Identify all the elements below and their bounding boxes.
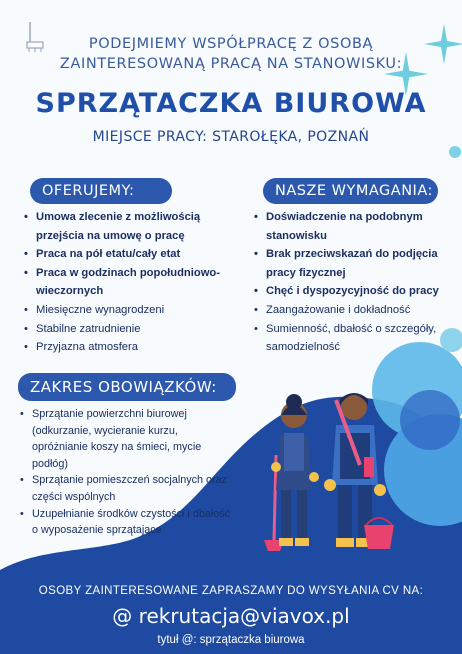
list-item: • Sumienność, dbałość o szczegóły,	[254, 320, 459, 339]
list-item: • Sprzątanie powierzchni biurowej	[20, 406, 250, 423]
list-item: wieczornych	[36, 285, 104, 298]
offer-list	[24, 208, 239, 357]
contact-email[interactable]: @ rekrutacja@viavox.pl	[112, 604, 350, 628]
list-item: • Brak przeciwskazań do podjęcia	[254, 245, 459, 264]
duties-heading: ZAKRES OBOWIĄZKÓW:	[18, 373, 236, 401]
footer-invite: OSOBY ZAINTERESOWANE ZAPRASZAMY DO WYSYŁANIA CV NA:	[38, 585, 424, 597]
requirements-heading: NASZE WYMAGANIA:	[263, 178, 438, 204]
list-item: opróżnianie koszy na śmieci, mycie	[32, 441, 202, 454]
header-intro-line2: ZAINTERESOWANĄ PRACĄ NA STANOWISKU:	[59, 56, 403, 72]
list-item: samodzielność	[266, 341, 340, 354]
list-item: • Przyjazna atmosfera	[24, 338, 239, 357]
list-item: stanowisku	[266, 229, 327, 242]
list-item: • Doświadczenie na podobnym	[254, 208, 459, 227]
job-title: SPRZĄTACZKA BIUROWA	[35, 88, 427, 119]
list-item: pracy fizycznej	[266, 266, 346, 279]
duties-list	[20, 406, 250, 539]
list-item: • Praca na pół etatu/cały etat	[24, 245, 239, 264]
offer-heading: OFERUJEMY:	[30, 178, 172, 204]
cleaners-illustration	[256, 385, 406, 560]
list-item: • Stabilne zatrudnienie	[24, 320, 239, 339]
email-subject: tytuł @: sprzątaczka biurowa	[157, 634, 305, 646]
list-item: • Zaangażowanie i dokładność	[254, 301, 459, 320]
man-cleaner-icon	[324, 393, 386, 547]
header-intro-line1: PODEJMIEMY WSPÓŁPRACĘ Z OSOBĄ	[88, 36, 374, 52]
list-item: • Sprzątanie pomieszczeń socjalnych oraz	[20, 472, 250, 489]
list-item: przejścia na umowę o pracę	[36, 229, 185, 242]
list-item: (odkurzanie, wycieranie kurzu,	[32, 424, 178, 437]
bucket-icon	[364, 518, 394, 549]
list-item: • Miesięczne wynagrodzeni	[24, 301, 239, 320]
work-place: MIEJSCE PRACY: STAROŁĘKA, POZNAŃ	[92, 129, 370, 145]
list-item: • Uzupełnianie środków czystości i dbałość	[20, 506, 250, 523]
list-item: o wyposażenie sprzątające	[32, 524, 162, 537]
circle-dark	[400, 390, 460, 450]
list-item: • Praca w godzinach popołudniowo-	[24, 264, 239, 283]
circle-cyan	[449, 146, 461, 158]
woman-cleaner-icon	[264, 394, 319, 551]
list-item: • Umowa zlecenie z możliwością	[24, 208, 239, 227]
list-item: podłóg)	[32, 457, 69, 470]
list-item: • Chęć i dyspozycyjność do pracy	[254, 282, 459, 301]
requirements-list	[254, 208, 459, 357]
list-item: części wspólnych	[32, 490, 116, 503]
